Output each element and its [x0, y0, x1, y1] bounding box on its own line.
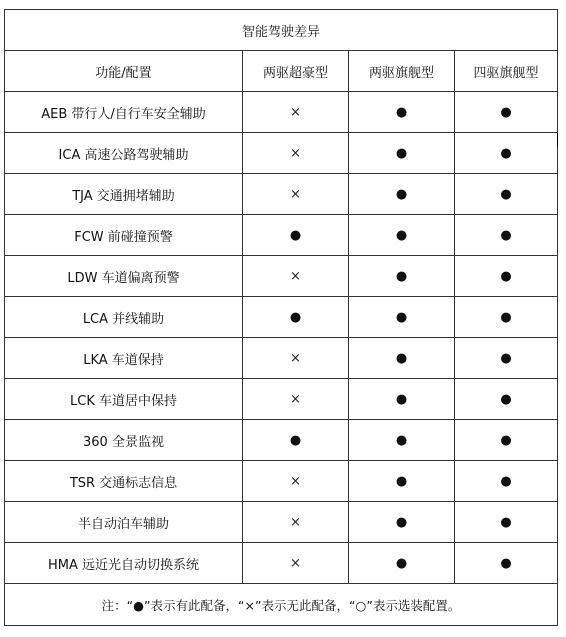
- feature-cell: LKA 车道保持: [5, 338, 243, 379]
- availability-cell: ●: [455, 92, 558, 133]
- note-row: [5, 584, 558, 626]
- feature-cell: ICA 高速公路驾驶辅助: [5, 133, 243, 174]
- column-header-4wd-flagship: 四驱旗舰型: [455, 51, 558, 92]
- table-row: [5, 215, 558, 256]
- header-row: [5, 51, 558, 92]
- availability-cell: ●: [349, 133, 455, 174]
- feature-cell: FCW 前碰撞预警: [5, 215, 243, 256]
- availability-cell: ●: [349, 338, 455, 379]
- availability-cell: ×: [243, 543, 349, 584]
- feature-cell: TSR 交通标志信息: [5, 461, 243, 502]
- availability-cell: ●: [455, 174, 558, 215]
- table-row: [5, 297, 558, 338]
- table-row: [5, 461, 558, 502]
- availability-cell: ●: [349, 420, 455, 461]
- feature-cell: 360 全景监视: [5, 420, 243, 461]
- feature-cell: LCA 并线辅助: [5, 297, 243, 338]
- legend-note: 注：“●”表示有此配备，“×”表示无此配备，“○”表示选装配置。: [5, 584, 558, 626]
- availability-cell: ●: [455, 420, 558, 461]
- availability-cell: ●: [349, 543, 455, 584]
- availability-cell: ●: [455, 543, 558, 584]
- availability-cell: ●: [243, 420, 349, 461]
- table-row: [5, 256, 558, 297]
- availability-cell: ●: [243, 215, 349, 256]
- table-row: [5, 133, 558, 174]
- availability-cell: ●: [455, 502, 558, 543]
- availability-cell: ●: [243, 297, 349, 338]
- table-row: [5, 379, 558, 420]
- text-cursor-mark: [557, 133, 558, 147]
- table-row: [5, 174, 558, 215]
- availability-cell: ×: [243, 338, 349, 379]
- column-header-2wd-luxury: 两驱超豪型: [243, 51, 349, 92]
- availability-cell: ●: [349, 379, 455, 420]
- availability-cell: ●: [349, 174, 455, 215]
- title-row: [5, 10, 558, 51]
- availability-cell: ●: [455, 338, 558, 379]
- availability-cell: ●: [455, 256, 558, 297]
- feature-cell: TJA 交通拥堵辅助: [5, 174, 243, 215]
- table-title: 智能驾驶差异: [5, 10, 558, 51]
- availability-cell: ×: [243, 92, 349, 133]
- availability-cell: ●: [349, 92, 455, 133]
- availability-cell: ●: [455, 461, 558, 502]
- feature-cell: AEB 带行人/自行车安全辅助: [5, 92, 243, 133]
- table-row: [5, 420, 558, 461]
- column-header-feature: 功能/配置: [5, 51, 243, 92]
- availability-cell: ×: [243, 256, 349, 297]
- feature-cell: HMA 远近光自动切换系统: [5, 543, 243, 584]
- availability-cell: ×: [243, 379, 349, 420]
- availability-cell: ×: [243, 133, 349, 174]
- table-row: [5, 92, 558, 133]
- availability-cell: ×: [243, 174, 349, 215]
- feature-cell: 半自动泊车辅助: [5, 502, 243, 543]
- table-row: [5, 543, 558, 584]
- availability-cell: ●: [455, 379, 558, 420]
- column-header-2wd-flagship: 两驱旗舰型: [349, 51, 455, 92]
- availability-cell: ●: [349, 256, 455, 297]
- availability-cell: ●: [349, 502, 455, 543]
- feature-cell: LDW 车道偏离预警: [5, 256, 243, 297]
- availability-cell: ●: [349, 215, 455, 256]
- availability-cell: ●: [349, 297, 455, 338]
- availability-cell: ●: [455, 215, 558, 256]
- availability-cell: ●: [455, 133, 558, 174]
- availability-cell: ×: [243, 502, 349, 543]
- feature-cell: LCK 车道居中保持: [5, 379, 243, 420]
- table-row: [5, 338, 558, 379]
- availability-cell: ×: [243, 461, 349, 502]
- spec-table: [4, 9, 558, 626]
- availability-cell: ●: [455, 297, 558, 338]
- availability-cell: ●: [349, 461, 455, 502]
- table-row: [5, 502, 558, 543]
